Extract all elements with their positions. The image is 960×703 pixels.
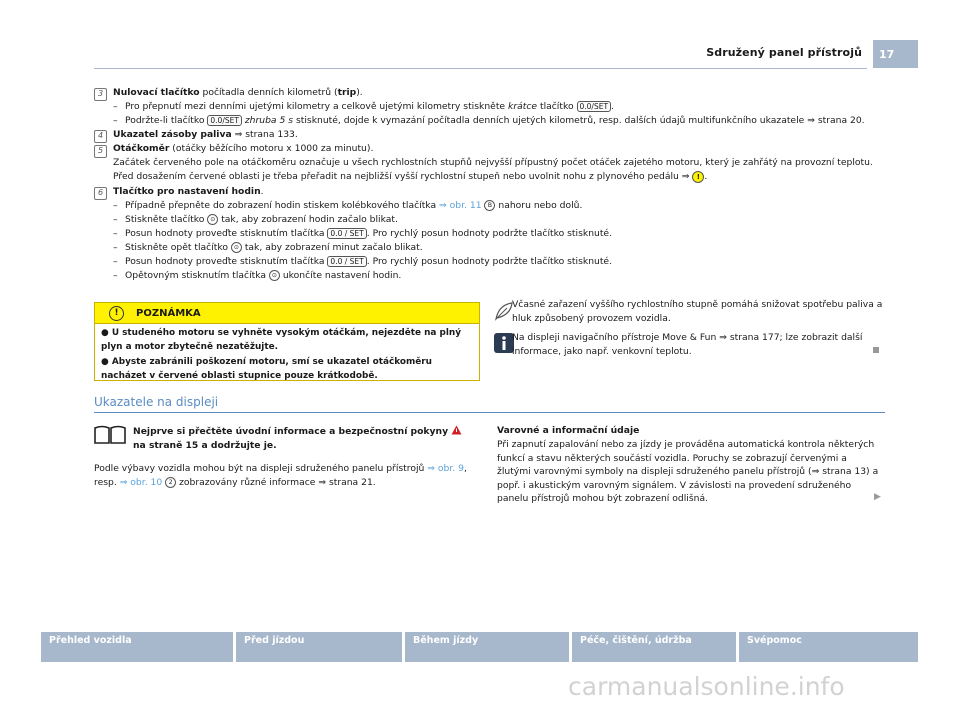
text: na straně 15 a dodržujte je. [133,439,277,451]
text: tak, aby zobrazení hodin začalo blikat. [218,214,398,225]
text: Abyste zabránili poškození motoru, smí se ukazatel otáčkoměru nacházet v červené oblasti stupnice pouze krátkodobě. [101,357,432,381]
text: Posun hodnoty proveďte stisknutím tlačítka [125,228,328,239]
item-3-dash-1: – Pro přepnutí mezi denními ujetými kilometry a celkově ujetými kilometry stiskněte krátce tlačítko 0.0/SET . [113,101,614,112]
text: (otáčky běžícího motoru x 1000 za minutu). [169,143,374,154]
exclamation-icon: ! [109,306,124,321]
callout-circle: B [484,200,495,211]
item-5-line-3 [113,170,883,184]
text: . [704,171,708,182]
item-6-title: Tlačítko pro nastavení hodin [113,186,261,197]
text: Stiskněte tlačítko [125,214,208,225]
footer-tab[interactable] [572,632,736,662]
text: Podle výbavy vozidla mohou být na displeji sdruženého panelu přístrojů [94,463,428,474]
info-note: Na displeji navigačního přístroje Move & Fun ⇒ strana 177; lze zobrazit další informace, jako např. venkovní teplotu. [512,332,863,357]
text: ukončíte nastavení hodin. [279,270,402,281]
footer-tab[interactable] [236,632,402,662]
set-key: 0.0 / SET [327,256,366,267]
text: Nejprve si přečtěte úvodní informace a bezpečnostní pokyny [133,426,452,437]
text: tak, aby zobrazení minut začalo blikat. [241,242,423,253]
eco-note: Včasné zařazení vyššího rychlostního stupně pomáhá snižovat spotřebu paliva a hluk způsobený provozem vozidla. [512,299,883,324]
text: . [260,186,264,197]
set-key: 0.0/SET [577,101,612,112]
text: Opětovným stisknutím tlačítka [125,270,269,281]
note-title: POZNÁMKA [136,307,201,319]
note-bullet: ● Abyste zabránili poškození motoru, smí se ukazatel otáčkoměru nacházet v červené oblasti stupnice pouze krátkodobě. [101,357,432,381]
header-title: Sdružený panel přístrojů [706,46,862,59]
tab-label: Během jízdy [413,635,479,646]
item-marker: 3 [94,88,107,101]
set-key: 0.0 / SET [327,228,366,239]
figure-link[interactable]: ⇒ obr. 9 [427,463,464,474]
item-marker: 6 [94,187,107,200]
text: U studeného motoru se vyhněte vysokým otáčkám, nejezděte na plný plyn a motor zbytečně nezatěžujte. [101,328,461,352]
item-6-dash-5: – Posun hodnoty proveďte stisknutím tlačítka 0.0 / SET . Pro rychlý posun hodnoty podržte tlačítko stisknuté. [113,256,613,267]
item-6-dash-4: – Stiskněte opět tlačítko ⊙ tak, aby zobrazení minut začalo blikat. [113,242,423,253]
warning-paragraph: Při zapnutí zapalování nebo za jízdy je prováděna automatická kontrola některých funkcí a stavu některých součástí vozidla. Poruchy se zobrazují červenými a žlutými varovnými symboly na displeji sdruženého panelu přístrojů (⇒ strana 13) a popř. i akustickým varovným signálem. V závislosti na provedení sdruženého panelu přístrojů mohou být zobrazení odlišná. [497,439,879,504]
item-3-tail: ). [356,87,363,98]
item-5-title: Otáčkoměr [113,143,170,154]
item-6-dash-2: – Stiskněte tlačítko ⊙ tak, aby zobrazení hodin začalo blikat. [113,214,398,225]
item-3 [113,86,883,100]
text: stisknuté, dojde k vymazání počítadla denních ujetých kilometrů, resp. dalších údajů multifunkčního ukazatele ⇒ strana 20. [293,115,865,126]
section-paragraph [94,462,478,489]
figure-link[interactable]: ⇒ obr. 11 [439,200,482,211]
clock-button-icon: ⊙ [207,214,218,225]
item-6-dash-1: – Případně přepněte do zobrazení hodin stiskem kolébkového tlačítka ⇒ obr. 11 B nahoru nebo dolů. [113,200,583,211]
note-bullet: ● U studeného motoru se vyhněte vysokým otáčkám, nejezděte na plný plyn a motor zbytečně nezatěžujte. [101,328,461,352]
book-note [133,425,478,452]
footer-tab[interactable] [405,632,569,662]
warning-heading: Varovné a informační údaje [497,425,640,436]
item-3-dash-2: – Podržte-li tlačítko 0.0/SET zhruba 5 s stisknuté, dojde k vymazání počítadla denních ujetých kilometrů, resp. dalších údajů multifunkčního ukazatele ⇒ strana 20. [113,115,865,126]
item-3-text: počítadla denních kilometrů ( [199,87,338,98]
item-4-title: Ukazatel zásoby paliva [113,129,232,140]
text: . Pro rychlý posun hodnoty podržte tlačítko stisknuté. [366,256,613,267]
text: ⇒ strana 133. [231,129,298,140]
end-marker [873,347,879,353]
tab-label: Před jízdou [244,635,305,646]
text: zobrazovány různé informace ⇒ strana 21. [176,476,376,488]
tab-label: Přehled vozidla [49,635,132,646]
item-3-trip: trip [337,87,357,98]
open-book-icon [93,424,127,446]
set-key: 0.0/SET [207,115,242,126]
watermark: carmanualsonline.info [568,672,845,701]
note-box [94,302,480,381]
text: Pro přepnutí mezi denními ujetými kilometry a celkově ujetými kilometry stiskněte [125,101,508,112]
note-body [95,324,479,386]
item-5-line-2: Začátek červeného pole na otáčkoměru označuje u všech rychlostních stupňů nejvyšší přípustný počet otáček zajetého motoru, který je zahřátý na provozní teplotu. [113,157,873,168]
text-em: zhruba 5 s [241,115,294,126]
item-4 [113,128,883,142]
page-number: 17 [873,40,918,68]
item-6 [113,185,883,199]
clock-button-icon: ⊙ [269,270,280,281]
item-3-title: Nulovací tlačítko [113,87,200,98]
text: nahoru nebo dolů. [495,200,583,211]
text: Stiskněte opět tlačítko [125,242,231,253]
callout-circle: 2 [165,477,176,488]
item-marker: 5 [94,145,107,158]
text: Před dosažením červené oblasti je třeba přeřadit na nejbližší vyšší rychlostní stupeň nebo uvolnit nohu z plynového pedálu ⇒ [113,171,693,182]
figure-link[interactable]: ⇒ obr. 10 [119,476,163,488]
item-5 [113,142,883,156]
text-em: krátce [508,101,538,112]
warning-circle-icon: ! [692,171,704,183]
continue-arrow-icon: ▶ [874,492,881,502]
text: Podržte-li tlačítko [125,115,208,126]
text: resp. [94,476,120,488]
section-title: Ukazatele na displeji [94,395,219,409]
item-marker: 4 [94,130,107,143]
warning-triangle-icon [451,425,462,435]
text: , [463,463,467,474]
footer-tab[interactable] [41,632,233,662]
text: tlačítko [537,101,577,112]
text: . Pro rychlý posun hodnoty podržte tlačítko stisknuté. [366,228,613,239]
item-6-dash-3: – Posun hodnoty proveďte stisknutím tlačítka 0.0 / SET . Pro rychlý posun hodnoty podržte tlačítko stisknuté. [113,228,613,239]
footer-tab[interactable] [739,632,918,662]
text: . [611,101,614,112]
text: Posun hodnoty proveďte stisknutím tlačítka [125,256,328,267]
section-divider [94,412,885,413]
header-divider [94,68,867,69]
item-6-dash-6: – Opětovným stisknutím tlačítka ⊙ ukončíte nastavení hodin. [113,270,402,281]
clock-button-icon: ⊙ [231,242,242,253]
text: Případně přepněte do zobrazení hodin stiskem kolébkového tlačítka [125,200,440,211]
note-header [95,303,479,324]
tab-label: Svépomoc [747,635,802,646]
tab-label: Péče, čištění, údržba [580,635,692,646]
